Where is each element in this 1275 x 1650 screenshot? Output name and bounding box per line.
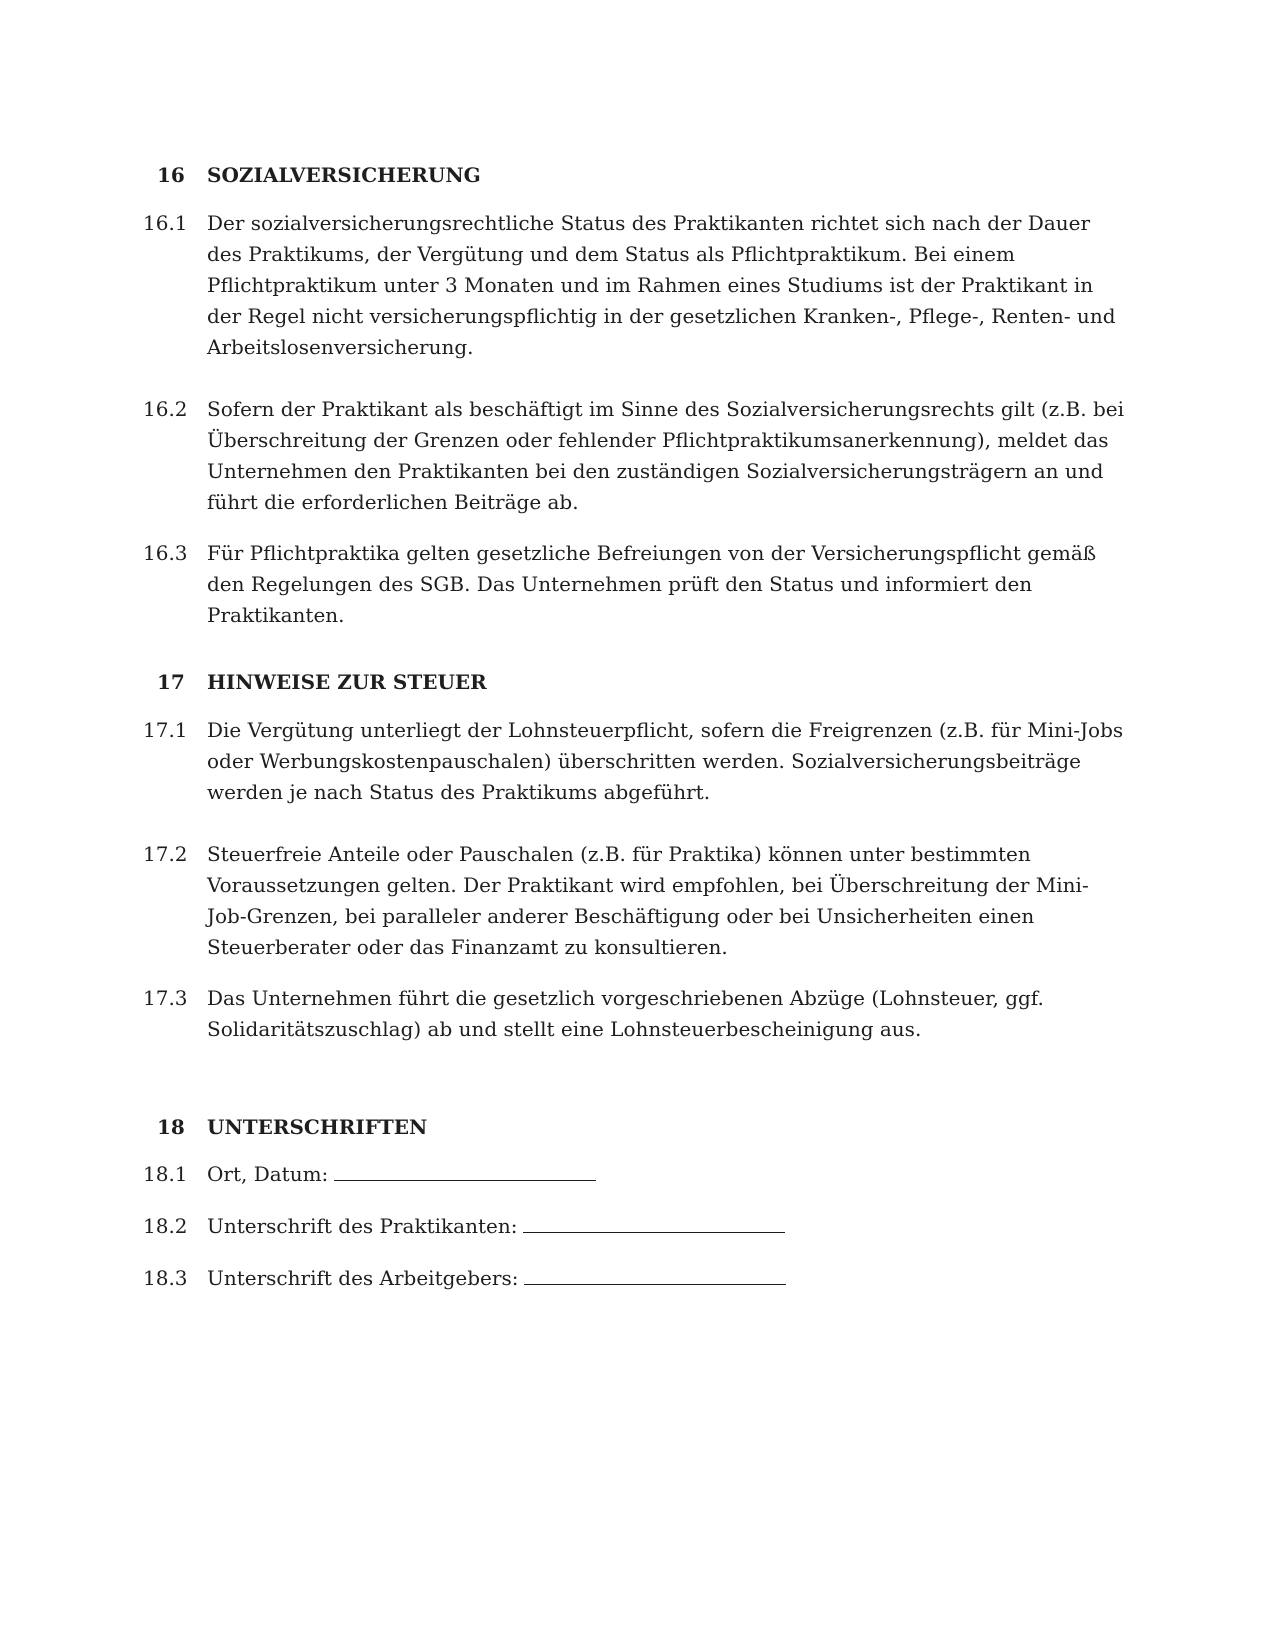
- signature-label: Unterschrift des Arbeitgebers:: [207, 1266, 519, 1290]
- clause-text: Steuerfreie Anteile oder Pauschalen (z.B. für Praktika) können unter bestimmten Voraussetzungen gelten. Der Praktikant wird empfohlen, bei Überschreitung der Mini-Job-Grenzen, bei paralleler anderer Beschäftigung oder bei Unsicherheiten einen Steuerberater oder das Finanzamt zu konsultieren.: [207, 842, 1089, 959]
- section-title: UNTERSCHRIFTEN: [207, 1115, 428, 1139]
- clause-number: 17.3: [143, 986, 188, 1010]
- section-title: SOZIALVERSICHERUNG: [207, 163, 481, 187]
- clause-number: 16.1: [143, 211, 188, 235]
- signature-label: Unterschrift des Praktikanten:: [207, 1214, 518, 1238]
- place-date-field[interactable]: [334, 1160, 596, 1181]
- clause-number: 17.1: [143, 718, 188, 742]
- signature-row: [207, 1263, 1127, 1294]
- signature-row: [207, 1159, 1127, 1190]
- intern-signature-field[interactable]: [523, 1212, 785, 1233]
- clause-number: 18.1: [143, 1162, 188, 1186]
- signature-label: Ort, Datum:: [207, 1162, 329, 1186]
- section-number: 16: [157, 163, 185, 187]
- clause-text: Das Unternehmen führt die gesetzlich vorgeschriebenen Abzüge (Lohnsteuer, ggf. Solidaritätszuschlag) ab und stellt eine Lohnsteuerbescheinigung aus.: [207, 986, 1044, 1041]
- clause-number: 16.2: [143, 397, 188, 421]
- clause-text: Die Vergütung unterliegt der Lohnsteuerpflicht, sofern die Freigrenzen (z.B. für Mini-Jobs oder Werbungskostenpauschalen) überschritten werden. Sozialversicherungsbeiträge werden je nach Status des Praktikums abgeführt.: [207, 718, 1124, 804]
- section-number: 17: [157, 670, 185, 694]
- clause-text: Sofern der Praktikant als beschäftigt im Sinne des Sozialversicherungsrechts gilt (z.B. bei Überschreitung der Grenzen oder fehlender Pflichtpraktikumsanerkennung), meldet das Unternehmen den Praktikanten bei den zuständigen Sozialversicherungsträgern an und führt die erforderlichen Beiträge ab.: [207, 397, 1124, 514]
- clause-text: Für Pflichtpraktika gelten gesetzliche Befreiungen von der Versicherungspflicht gemäß den Regelungen des SGB. Das Unternehmen prüft den Status und informiert den Praktikanten.: [207, 541, 1097, 627]
- clause-text: Der sozialversicherungsrechtliche Status des Praktikanten richtet sich nach der Dauer des Praktikums, der Vergütung und dem Status als Pflichtpraktikum. Bei einem Pflichtpraktikum unter 3 Monaten und im Rahmen eines Studiums ist der Praktikant in der Regel nicht versicherungspflichtig in der gesetzlichen Kranken-, Pflege-, Renten- und Arbeitslosenversicherung.: [207, 211, 1116, 359]
- section-title: HINWEISE ZUR STEUER: [207, 670, 487, 694]
- signature-row: [207, 1211, 1127, 1242]
- clause-number: 18.3: [143, 1266, 188, 1290]
- clause-number: 17.2: [143, 842, 188, 866]
- employer-signature-field[interactable]: [524, 1264, 786, 1285]
- clause-number: 16.3: [143, 541, 188, 565]
- section-number: 18: [157, 1115, 185, 1139]
- clause-number: 18.2: [143, 1214, 188, 1238]
